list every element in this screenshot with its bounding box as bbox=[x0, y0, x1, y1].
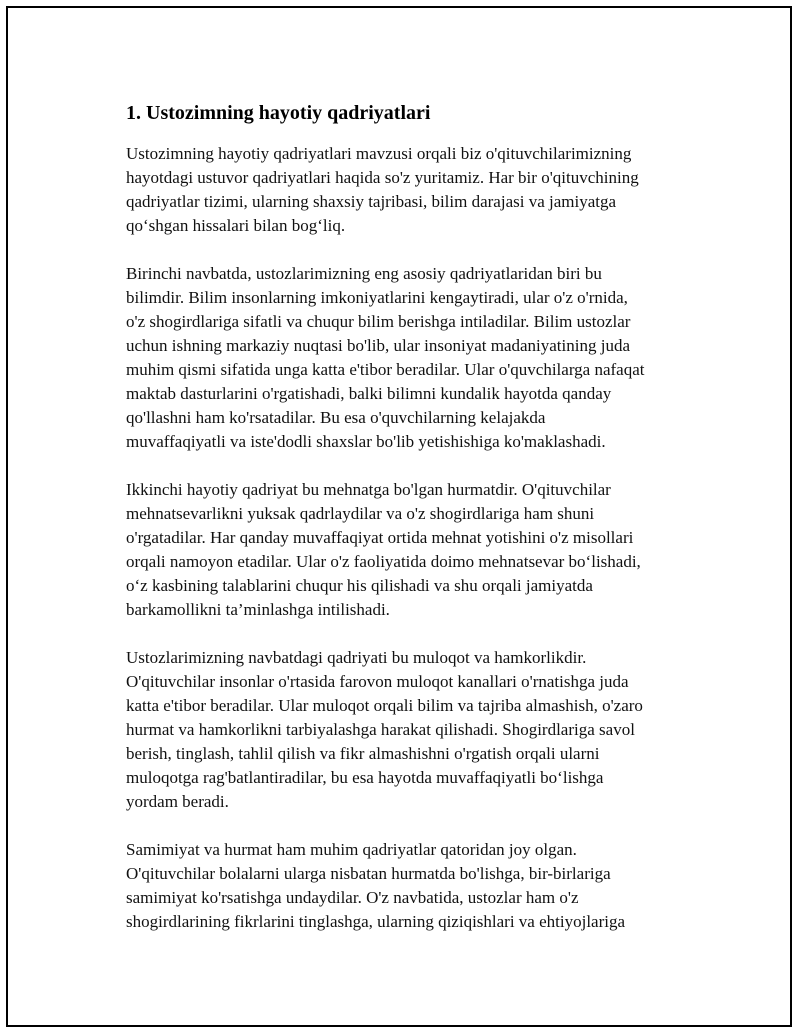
section-title: 1. Ustozimning hayotiy qadriyatlari bbox=[126, 102, 431, 124]
paragraph-5: Samimiyat va hurmat ham muhim qadriyatlar qatoridan joy olgan. O'qituvchilar bolalarni ularga nisbatan hurmatda bo'lishga, bir-birlariga samimiyat ko'rsatishga undaydilar. O'z navbatida, ustozlar ham o'z shogirdlarining fikrlarini tinglashga, ularning qiziqishlari va ehtiyojlariga bbox=[126, 840, 626, 931]
page-frame bbox=[6, 6, 792, 1027]
paragraph-3: Ikkinchi hayotiy qadriyat bu mehnatga bo'lgan hurmatdir. O'qituvchilar mehnatsevarlikni yuksak qadrlaydilar va o'z shogirdlariga ham shuni o'rgatadilar. Har qanday muvaffaqiyat ortida mehnat yotishini o'z misollari orqali namoyon etadilar. Ular o'z faoliyatida doimo mehnatsevar bo‘lishadi, o‘z kasbining talablarini chuqur his qilishadi va shu orqali jamiyatda barkamollikni ta’minlashga intilishadi. bbox=[126, 480, 641, 619]
document-body bbox=[126, 100, 706, 958]
paragraph-4: Ustozlarimizning navbatdagi qadriyati bu muloqot va hamkorlikdir. O'qituvchilar insonlar o'rtasida farovon muloqot kanallari o'rnatishga juda katta e'tibor beradilar. Ular muloqot orqali bilim va tajriba almashish, o'zaro hurmat va hamkorlikni tarbiyalashga harakat qilishadi. Shogirdlariga savol berish, tinglash, tahlil qilish va fikr almashishni o'rgatish orqali ularni muloqotga rag'batlantiradilar, bu esa hayotda muvaffaqiyatli bo‘lishga yordam beradi. bbox=[126, 648, 643, 811]
paragraph-1: Ustozimning hayotiy qadriyatlari mavzusi orqali biz o'qituvchilarimizning hayotdagi ustuvor qadriyatlari haqida so'z yuritamiz. Har bir o'qituvchining qadriyatlar tizimi, ularning shaxsiy tajribasi, bilim darajasi va jamiyatga qo‘shgan hissalari bilan bog‘liq. bbox=[126, 144, 639, 235]
paragraph-2: Birinchi navbatda, ustozlarimizning eng asosiy qadriyatlaridan biri bu bilimdir. Bilim insonlarning imkoniyatlarini kengaytiradi, ular o'z o'rnida, o'z shogirdlariga sifatli va chuqur bilim berishga intiladilar. Bilim ustozlar uchun ishning markaziy nuqtasi bo'lib, ular insoniyat madaniyatining juda muhim qismi sifatida unga katta e'tibor beradilar. Ular o'quvchilarga nafaqat maktab dasturlarini o'rgatishadi, balki bilimni kundalik hayotda qanday qo'llashni ham ko'rsatadilar. Bu esa o'quvchilarning kelajakda muvaffaqiyatli va iste'dodli shaxslar bo'lib yetishishiga ko'maklashadi. bbox=[126, 264, 645, 451]
